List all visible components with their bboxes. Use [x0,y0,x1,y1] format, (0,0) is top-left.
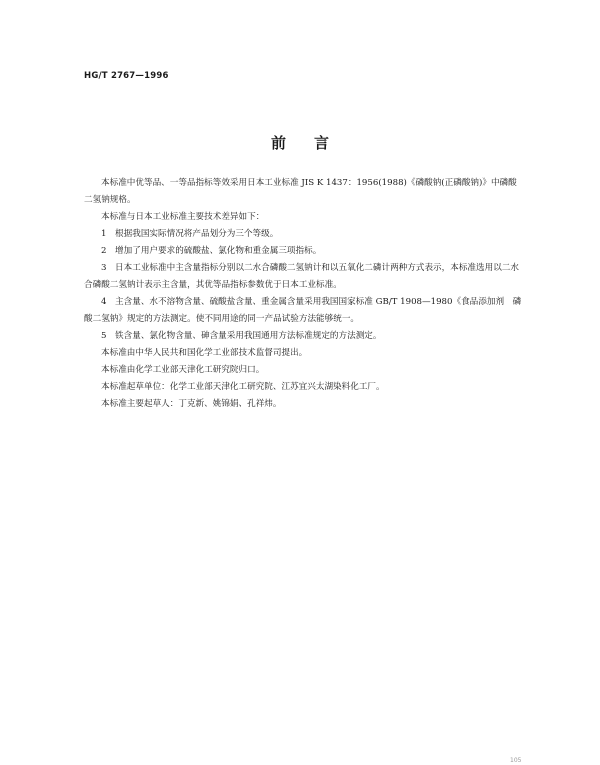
difference-item-5: 5 铁含量、氯化物含量、砷含量采用我国通用方法标准规定的方法测定。 [101,331,382,341]
difference-item-3: 3 日本工业标准中主含量指标分别以二水合磷酸二氢钠计和以五氧化二磷计两种方式表示，本标准选用以二水合磷酸二氢钠计表示主含量，其优等品指标参数优于日本工业标准。 [84,263,519,290]
difference-item-4: 4 主含量、水不溶物含量、硫酸盐含量、重金属含量采用我国国家标准 GB/T 1908—1980《食品添加剂 磷酸二氢钠》规定的方法测定。使不同用途的同一产品试验方法能够统一。 [84,297,522,324]
paragraph-proposer: 本标准由中华人民共和国化学工业部技术监督司提出。 [101,348,308,358]
paragraph-differences-intro: 本标准与日本工业标准主要技术差异如下： [101,212,265,222]
page-title: 前言 [270,134,357,152]
paragraph-drafting-units: 本标准起草单位：化学工业部天津化工研究院、江苏宜兴太湖染料化工厂。 [101,382,385,392]
paragraph-drafters: 本标准主要起草人：丁克新、姚锦娟、孔祥炜。 [101,399,282,409]
difference-item-2: 2 增加了用户要求的硫酸盐、氯化物和重金属三项指标。 [101,246,322,256]
standard-code: HG/T 2767—1996 [84,71,169,81]
page-number: 105 [510,757,522,764]
preface-body [84,175,524,413]
paragraph-equivalence: 本标准中优等品、一等品指标等效采用日本工业标准 JIS K 1437：1956(1988)《磷酸钠(正磷酸钠)》中磷酸二氢钠规格。 [84,178,517,205]
paragraph-centralized: 本标准由化学工业部天津化工研究院归口。 [101,365,265,375]
difference-item-1: 1 根据我国实际情况将产品划分为三个等级。 [101,229,279,239]
